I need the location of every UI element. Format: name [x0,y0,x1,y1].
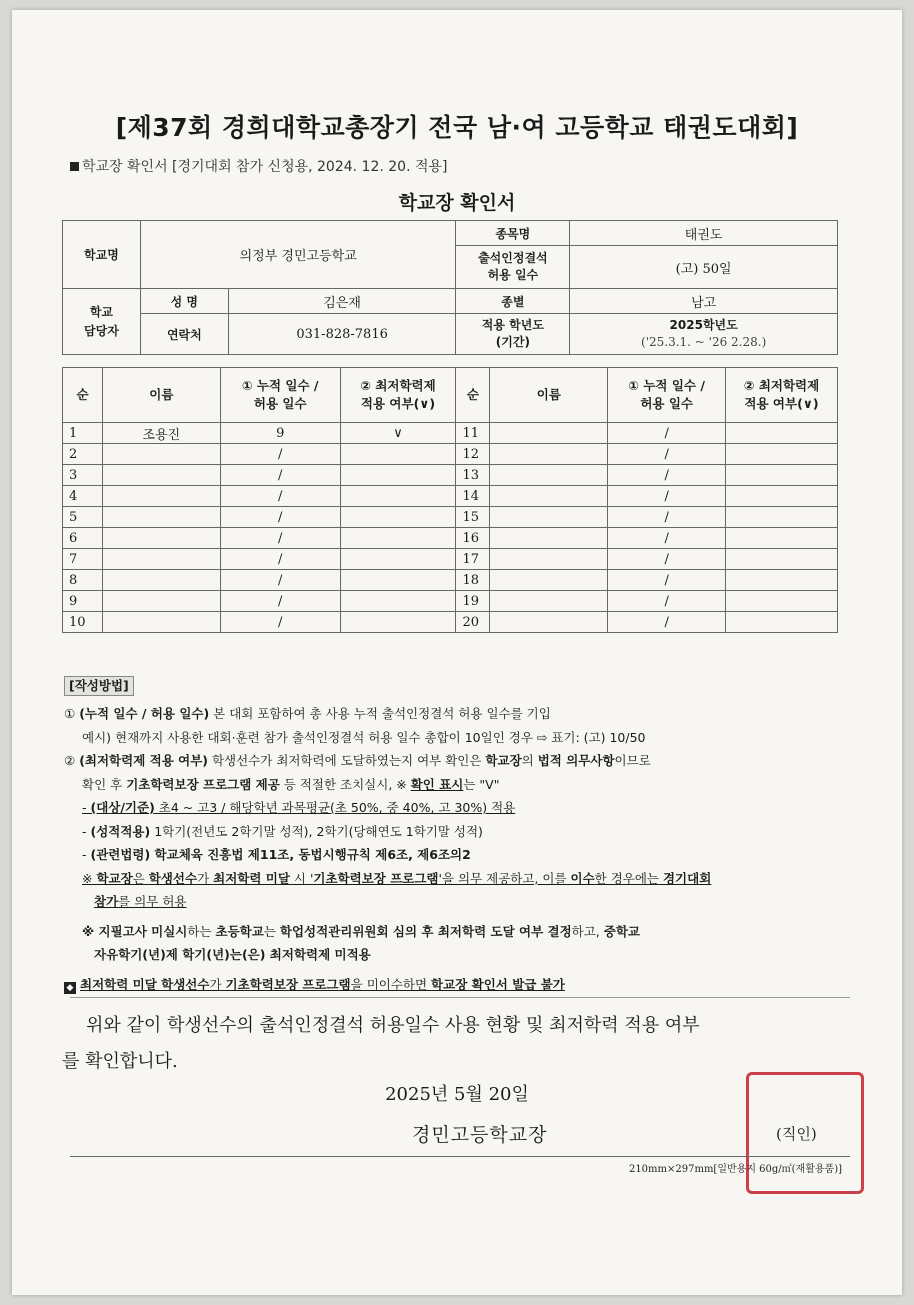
roster-days-cell: / [220,549,340,570]
roster-name-cell [490,507,608,528]
attend-label-line1: 출석인정결석 [478,251,548,265]
instr-text: 1학기(전년도 2학기말 성적), 2학기(당해연도 1학기말 성적) [150,823,483,839]
instr-text: 기초학력보장 프로그램 제공 [126,776,280,792]
roster-days-cell: / [608,528,726,549]
category-value: 남고 [570,289,838,314]
table-row [63,465,838,486]
roster-days-cell: / [220,528,340,549]
form-title: 학교장 확인서 [398,192,516,214]
col-min-right-line1: ② 최저학력제 [743,378,820,393]
paper-spec-footer: 210mm×297mm[일반용지 60g/㎡(재활용품)] [628,1164,842,1175]
roster-name-cell [490,486,608,507]
instr-text: 한 경우에는 [594,870,663,886]
instr-text: 기초학력보장 프로그램 [225,976,351,992]
roster-check-cell [726,507,838,528]
roster-no-cell: 4 [63,486,103,507]
instr-line-11: 자유학기(년)제 학기(년)는(은) 최저학력제 미적용 [94,947,371,962]
name-label: 성 명 [140,289,228,314]
year-label-line2: (기간) [495,335,530,349]
student-roster-table [62,367,838,633]
manager-label-line2: 담당자 [84,323,119,338]
roster-days-cell: / [220,486,340,507]
principal-signature: 경민고등학교장 [412,1124,548,1146]
roster-no-cell: 6 [63,528,103,549]
roster-name-cell [102,486,220,507]
roster-no-cell: 1 [63,423,103,444]
instr-line-2: 예시) 현재까지 사용한 대회·훈련 참가 출석인정결석 허용 일수 총합이 10일인 경우 ⇨ 표기: (고) 10/50 [82,729,646,745]
roster-check-cell [726,423,838,444]
roster-name-cell [490,570,608,591]
instr-text: 학교장 확인서 발급 불가 [431,976,565,992]
col-days-right [608,368,726,423]
contact-label: 연락처 [140,314,228,355]
instr-text: 가 [197,870,214,886]
year-label-line1: 적용 학년도 [481,318,544,332]
instr-text: 학생선수가 최저학력에 도달하였는지 여부 확인은 [208,753,486,768]
instr-text: 초등학교 [215,923,264,939]
roster-days-cell: 9 [220,423,340,444]
roster-name-cell [102,612,220,633]
instr-text: '을 의무 제공하고, 이를 [438,870,571,886]
table-row [63,486,838,507]
roster-check-cell [340,591,456,612]
instr-text: 이므로 [614,753,651,768]
roster-days-cell: / [220,612,340,633]
col-no-left: 순 [63,368,103,423]
roster-no-cell: 18 [456,570,490,591]
roster-days-cell: / [220,507,340,528]
instr-text: 초4 ~ 고3 / 해당학년 과목평균(초 50%, 중 40%, 고 30%) 적용 [154,800,516,815]
roster-no-cell: 2 [63,444,103,465]
roster-days-cell: / [220,465,340,486]
instr-text: 본 대회 포함하여 총 사용 누적 출석인정결석 허용 일수를 기입 [209,706,551,721]
instr-text: 경기대회 [662,870,712,886]
roster-check-cell [340,528,456,549]
roster-name-cell [102,444,220,465]
instr-text: (성적적용) [90,823,151,839]
instr-text: - [82,800,91,815]
roster-no-cell: 7 [63,549,103,570]
col-days-right-line2: 허용 일수 [640,396,693,411]
col-min-right [726,368,838,423]
roster-name-cell: 조용진 [102,423,220,444]
instructions-section [64,674,844,996]
col-name-right: 이름 [490,368,608,423]
roster-check-cell [340,612,456,633]
roster-name-cell [490,591,608,612]
roster-check-cell [726,549,838,570]
roster-check-cell [340,570,456,591]
roster-no-cell: 8 [63,570,103,591]
roster-no-cell: 14 [456,486,490,507]
instr-line-9 [64,890,844,914]
instr-line-5 [64,796,844,820]
instr-text: (관련법령) 학교체육 진흥법 제11조, 동법시행규칙 제6조, 제6조의2 [90,847,471,862]
instr-text: 확인 후 [82,776,127,792]
instr-text: - [82,847,91,862]
roster-check-cell [340,465,456,486]
roster-no-cell: 9 [63,591,103,612]
instr-text: 최저학력 미달 학생선수 [80,976,210,992]
instr-text: 의 [521,753,538,768]
instr-text: (누적 일수 / 허용 일수) [79,706,210,721]
roster-days-cell: / [608,570,726,591]
roster-no-cell: 5 [63,507,103,528]
table-row [63,591,838,612]
issue-date: 2025년 5월 20일 [385,1084,529,1105]
square-bullet-icon [70,162,79,171]
roster-no-cell: 13 [456,465,490,486]
roster-no-cell: 12 [456,444,490,465]
instr-text: 법적 의무사항 [537,753,615,768]
instr-line-6 [64,820,844,844]
roster-days-cell: / [608,591,726,612]
col-days-left [220,368,340,423]
roster-days-cell: / [608,612,726,633]
contact-value: 031-828-7816 [228,314,456,355]
year-label [456,314,570,355]
subhead-text: 학교장 확인서 [경기대회 참가 신청용, 2024. 12. 20. 적용] [82,159,448,175]
roster-no-cell: 10 [63,612,103,633]
school-value: 의정부 경민고등학교 [140,221,456,289]
instr-text: - [82,823,91,839]
instr-text: 는 [263,923,280,939]
table-row [63,528,838,549]
roster-name-cell [490,465,608,486]
roster-name-cell [102,528,220,549]
instr-text: ※ 지필고사 미실시 [82,923,188,939]
roster-check-cell: ∨ [340,423,456,444]
roster-check-cell [726,465,838,486]
year-period: ('25.3.1. ~ '26 2.28.) [641,335,767,349]
instr-line-4 [64,773,844,797]
instr-text: 가 [209,976,226,992]
instr-text: 학생선수 [148,870,198,886]
document-page [12,10,902,1295]
table-row [63,507,838,528]
roster-name-cell [102,549,220,570]
roster-days-cell: / [608,423,726,444]
roster-name-cell [490,444,608,465]
roster-days-cell: / [608,507,726,528]
confirmation-statement [62,1008,846,1080]
roster-days-cell: / [608,465,726,486]
roster-days-cell: / [608,444,726,465]
col-min-left-line1: ② 최저학력제 [360,378,436,393]
instr-text: 등 적절한 조치실시, ※ [279,776,411,792]
year-value-cell [570,314,838,355]
attend-label [456,246,570,289]
roster-check-cell [726,486,838,507]
section-divider [70,997,850,998]
instr-text: 는 "V" [463,776,500,792]
roster-days-cell: / [220,591,340,612]
roster-name-cell [102,591,220,612]
school-info-table [62,220,838,355]
instr-text: 중학교 [603,923,640,939]
roster-no-cell: 11 [456,423,490,444]
roster-check-cell [726,612,838,633]
attend-label-line2: 허용 일수 [487,268,539,282]
roster-name-cell [102,507,220,528]
roster-check-cell [340,444,456,465]
manager-label-line1: 학교 [89,304,114,319]
instr-line-10 [64,920,844,944]
instr-text: 하고, [571,923,604,939]
instr-text: ※ [82,870,97,886]
col-min-right-line2: 적용 여부(∨) [744,396,819,411]
year-value: 2025학년도 [669,318,738,332]
instr-line-8 [64,867,844,891]
roster-days-cell: / [220,570,340,591]
instr-line-12 [64,973,844,997]
instr-text: 을 미이수하면 [350,976,432,992]
roster-body [63,423,838,633]
document-header-title: [제37회 경희대학교총장기 전국 남·여 고등학교 태권도대회] [115,113,799,142]
roster-no-cell: 17 [456,549,490,570]
col-days-left-line1: ① 누적 일수 / [241,378,319,393]
roster-no-cell: 16 [456,528,490,549]
confirm-line-1: 위와 같이 학생선수의 출석인정결석 허용일수 사용 현황 및 최저학력 적용 여부 [86,1015,700,1036]
instr-text: 를 의무 허용 [118,894,187,909]
table-row [63,570,838,591]
table-row [63,612,838,633]
instr-text: 확인 표시 [410,776,464,792]
form-subhead [70,156,448,176]
roster-days-cell: / [608,549,726,570]
roster-name-cell [102,570,220,591]
roster-check-cell [726,528,838,549]
seal-label: (직인) [776,1125,817,1143]
instr-text: (최저학력제 적용 여부) [79,753,208,768]
school-label: 학교명 [63,221,141,289]
roster-check-cell [726,444,838,465]
instr-text: 이수 [570,870,595,886]
instr-line-1 [64,702,844,726]
roster-name-cell [102,465,220,486]
instr-text: 최저학력 미달 [213,870,290,886]
instr-text: 학교장 [485,753,522,768]
roster-check-cell [726,591,838,612]
roster-no-cell: 15 [456,507,490,528]
instr-text: (대상/기준) [90,800,155,815]
roster-name-cell [490,549,608,570]
instr-text: 학업성적관리위원회 심의 후 최저학력 도달 여부 결정 [279,923,572,939]
roster-check-cell [340,486,456,507]
confirm-line-2: 를 확인합니다. [62,1051,178,1072]
roster-no-cell: 20 [456,612,490,633]
event-label: 종목명 [456,221,570,246]
name-value: 김은재 [228,289,456,314]
instr-text: 기초학력보장 프로그램 [313,870,439,886]
instr-text: 하는 [187,923,216,939]
instr-line-3 [64,749,844,773]
instr-line-7 [64,843,844,867]
instr-text: ② [64,753,80,768]
diamond-bullet-icon: ◆ [64,982,76,994]
col-days-left-line2: 허용 일수 [253,396,307,411]
col-name-left: 이름 [102,368,220,423]
attend-value: (고) 50일 [570,246,838,289]
instr-text: 시 ' [289,870,314,886]
roster-name-cell [490,528,608,549]
instr-text: 은 [132,870,149,886]
col-days-right-line1: ① 누적 일수 / [628,378,705,393]
roster-name-cell [490,612,608,633]
roster-no-cell: 19 [456,591,490,612]
roster-check-cell [726,570,838,591]
table-row [63,444,838,465]
roster-name-cell [490,423,608,444]
manager-label [63,289,141,355]
roster-no-cell: 3 [63,465,103,486]
col-min-left [340,368,456,423]
instructions-tag: [작성방법] [64,676,134,696]
col-min-left-line2: 적용 여부(∨) [360,396,436,411]
col-no-right: 순 [456,368,490,423]
table-row [63,423,838,444]
footer-divider [70,1156,850,1157]
roster-check-cell [340,549,456,570]
instr-text: 참가 [94,894,119,909]
roster-check-cell [340,507,456,528]
instr-text: 학교장 [96,870,133,886]
category-label: 종별 [456,289,570,314]
roster-days-cell: / [220,444,340,465]
table-row [63,549,838,570]
instr-text: ① [64,706,80,721]
roster-days-cell: / [608,486,726,507]
event-value: 태권도 [570,221,838,246]
